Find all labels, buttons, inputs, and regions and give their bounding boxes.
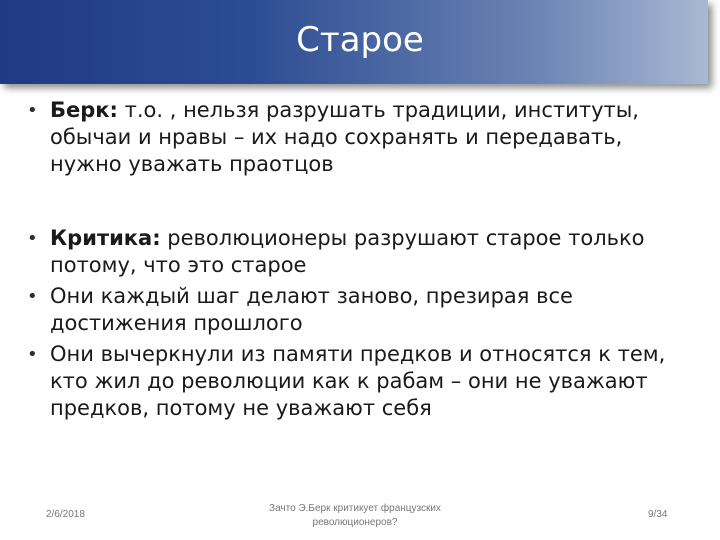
bullet-dot-icon: •	[27, 100, 38, 121]
bullet-item	[24, 97, 684, 178]
bullet-label: Критика:	[50, 226, 161, 250]
footer-date: 2/6/2018	[46, 509, 85, 520]
bullet-item	[24, 283, 684, 337]
slide-title: Старое	[296, 20, 424, 60]
bullet-item	[24, 341, 684, 422]
bullet-dot-icon: •	[27, 344, 38, 365]
bullet-dot-icon: •	[27, 286, 38, 307]
bullet-label: Берк:	[50, 98, 118, 122]
bullet-text: Они вычеркнули из памяти предков и относятся к тем, кто жил до революции как к рабам – они не уважают предков, потому не уважают себя	[50, 342, 666, 420]
bullet-dot-icon: •	[27, 228, 38, 249]
footer-caption-line1: Зачто Э.Берк критикует французских	[269, 503, 441, 514]
bullet-text: Они каждый шаг делают заново, презирая все достижения прошлого	[50, 284, 573, 335]
footer-caption	[240, 502, 470, 530]
footer-page-number: 9/34	[648, 509, 668, 520]
bullet-text: т.о. , нельзя разрушать традиции, институты, обычаи и нравы – их надо сохранять и передавать, нужно уважать праотцов	[50, 98, 639, 176]
spacer	[24, 178, 684, 225]
bullet-item	[24, 225, 684, 279]
bullet-text: революционеры разрушают старое только потому, что это старое	[50, 226, 645, 277]
footer-caption-line2: революционеров?	[312, 517, 398, 528]
slide-content	[24, 97, 684, 422]
